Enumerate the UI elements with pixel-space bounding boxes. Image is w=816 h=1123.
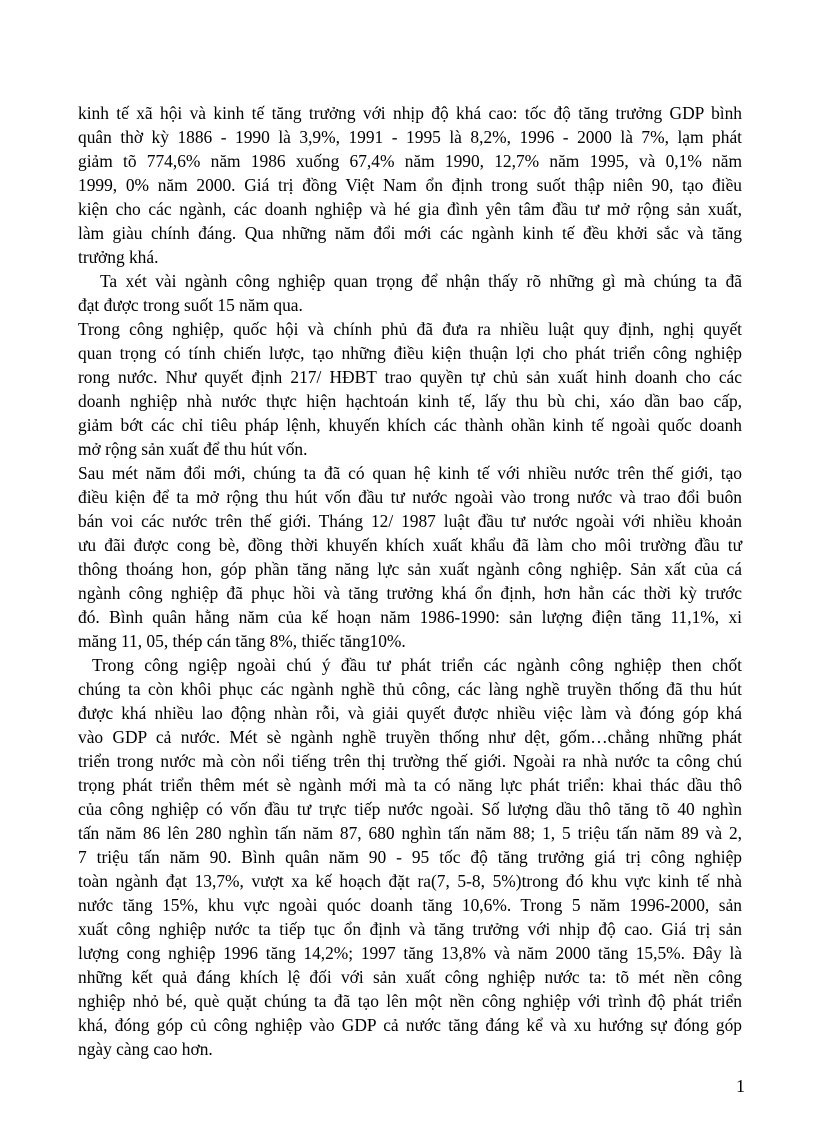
- text-line: ưu đãi được cong bè, đồng thời khuyến khích xuất khẩu đã làm cho môi trường đầu tư: [78, 535, 742, 555]
- text-line: 1999, 0% năm 2000. Giá trị đồng Việt Nam ổn định trong suốt thập niên 90, tạo điều: [78, 175, 742, 195]
- text-line: nước tăng 15%, khu vực ngoài quóc doanh tăng 10,6%. Trong 5 năm 1996-2000, sản: [78, 895, 742, 915]
- text-line: giảm tõ 774,6% năm 1986 xuống 67,4% năm 1990, 12,7% năm 1995, và 0,1% năm: [78, 151, 742, 171]
- text-line: ngành công nghiệp đã phục hồi và tăng trưởng khá ổn định, hơn hẳn các thời kỳ trước: [78, 583, 742, 603]
- paragraph: [78, 461, 742, 653]
- text-line: lượng cong nghiệp 1996 tăng 14,2%; 1997 tăng 13,8% và năm 2000 tăng 15,5%. Đây là: [78, 943, 742, 963]
- text-line: đó. Bình quân hằng năm của kế hoạn năm 1986-1990: sản lượng điện tăng 11,1%, xi: [78, 607, 742, 627]
- text-line: Trong công nghiệp, quốc hội và chính phủ đã đưa ra nhiều luật quy định, nghị quyết: [78, 319, 742, 339]
- text-line: Sau mét năm đổi mới, chúng ta đã có quan hệ kinh tế với nhiều nước trên thế giới, tạo: [78, 463, 742, 483]
- text-line: 7 triệu tấn năm 90. Bình quân năm 90 - 95 tốc độ tăng trưởng giá trị công nghiệp: [78, 847, 742, 867]
- page-number: 1: [736, 1076, 745, 1096]
- paragraph: [78, 101, 742, 269]
- text-line: được khá nhiều lao động nhàn rỗi, và giải quyết được nhiều việc làm và đóng góp khá: [78, 703, 742, 723]
- text-line: mở rộng sản xuất để thu hút vốn.: [78, 439, 308, 459]
- text-line: bán voi các nước trên thế giới. Tháng 12/ 1987 luật đầu tư nước ngoài với nhiều khoản: [78, 511, 742, 531]
- text-line: Ta xét vài ngành công nghiệp quan trọng để nhận thấy rõ những gì mà chúng ta đã: [100, 271, 742, 291]
- text-line: quan trọng có tính chiến lược, tạo những điều kiện thuận lợi cho phát triển công nghiệp: [78, 343, 742, 363]
- text-line: quân thờ kỳ 1886 - 1990 là 3,9%, 1991 - 1995 là 8,2%, 1996 - 2000 là 7%, lạm phát: [78, 127, 742, 147]
- text-line: khá, đóng góp củ công nghiệp vào GDP cả nước tăng đáng kể và xu hướng sự đóng góp: [78, 1015, 742, 1035]
- text-line: chúng ta còn khôi phục các ngành nghề thủ công, các làng nghề truyền thống đã thu hút: [78, 679, 742, 699]
- text-line: của công nghiệp có vốn đầu tư trực tiếp nước ngoài. Số lượng dầu thô tăng tõ 40 nghìn: [78, 799, 742, 819]
- text-line: xuất công nghiệp nước ta tiếp tục ổn định và tăng trưởng với nhịp độ cao. Giá trị sản: [78, 919, 742, 939]
- text-line: thông thoáng hon, góp phần tăng năng lực sản xuất ngành công nghiệp. Sản xất của cá: [78, 559, 742, 579]
- paragraph: [78, 269, 742, 317]
- text-line: măng 11, 05, thép cán tăng 8%, thiếc tăng10%.: [78, 631, 406, 651]
- text-line: kiện cho các ngành, các doanh nghiệp và hé gia đình yên tâm đầu tư mở rộng sản xuất,: [78, 199, 742, 219]
- text-line: toàn ngành đạt 13,7%, vượt xa kế hoạch đặt ra(7, 5-8, 5%)trong đó khu vực kinh tế nhà: [78, 871, 742, 891]
- text-line: đạt được trong suốt 15 năm qua.: [78, 295, 303, 315]
- text-line: Trong công ngiệp ngoài chú ý đầu tư phát triển các ngành công nghiệp then chốt: [92, 655, 742, 675]
- paragraph: [78, 653, 742, 1061]
- text-line: doanh nghiệp nhà nước thực hiện hạchtoán kinh tế, lấy thu bù chi, xáo dần bao cấp,: [78, 391, 742, 411]
- text-line: kinh tế xã hội và kinh tế tăng trưởng với nhịp độ khá cao: tốc độ tăng trưởng GDP bình: [78, 103, 742, 123]
- text-line: tấn năm 86 lên 280 nghìn tấn năm 87, 680 nghìn tấn năm 88; 1, 5 triệu tấn năm 89 và 2,: [78, 823, 742, 843]
- text-line: làm giàu chính đáng. Qua những năm đổi mới các ngành kinh tế đều khởi sắc và tăng: [78, 223, 742, 243]
- text-line: rong nước. Như quyết định 217/ HĐBT trao quyền tự chủ sản xuất hinh doanh cho các: [78, 367, 742, 387]
- text-line: triển trong nước mà còn nổi tiếng trên thị trường thế giới. Ngoài ra nhà nước ta công chú: [78, 751, 742, 771]
- body-text: [78, 101, 742, 1061]
- text-line: giảm bớt các chỉ tiêu pháp lệnh, khuyến khích các thành ohần kinh tế ngoài quốc doanh: [78, 415, 742, 435]
- text-line: trưởng khá.: [78, 247, 159, 267]
- text-line: trọng phát triển thêm mét sè ngành mới mà ta có năng lực phát triển: khai thác dầu thô: [78, 775, 742, 795]
- text-line: nghiệp nhỏ bé, què quặt chúng ta đã tạo lên một nền công nghiệp với trình độ phát triển: [78, 991, 742, 1011]
- text-line: vào GDP cả nước. Mét sè ngành nghề truyền thống như dệt, gốm…chẳng những phát: [78, 727, 742, 747]
- paragraph: [78, 317, 742, 461]
- text-line: những kết quả đáng khích lệ đối với sản xuất công nghiệp nước ta: tõ mét nền công: [78, 967, 742, 987]
- text-line: điều kiện để ta mở rộng thu hút vốn đầu tư nước ngoài vào trong nước và trao đổi buôn: [78, 487, 742, 507]
- text-line: ngày càng cao hơn.: [78, 1039, 213, 1059]
